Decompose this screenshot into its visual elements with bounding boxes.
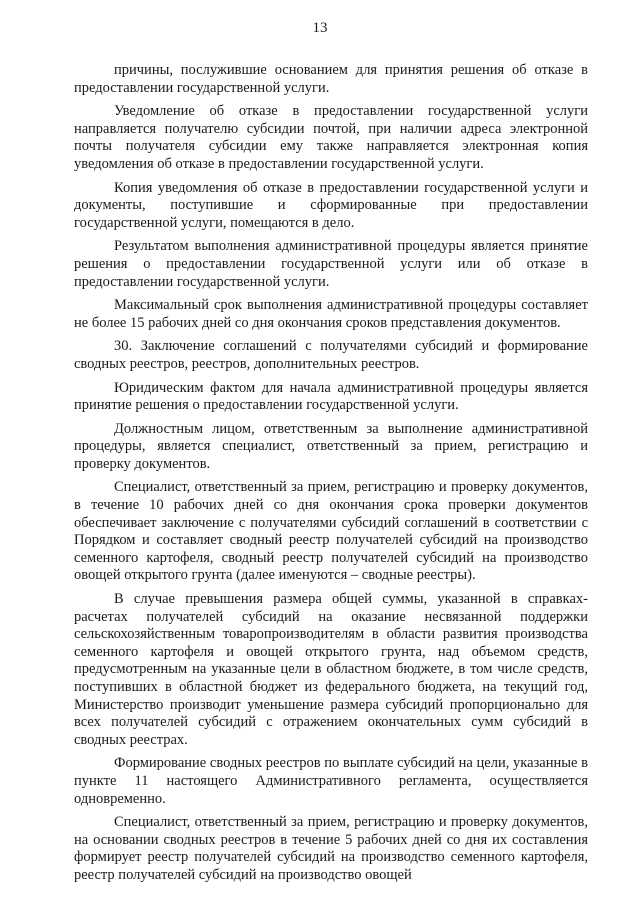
paragraph-specialist-agreements: Специалист, ответственный за прием, регистрацию и проверку документов, в течение 10 рабочих дней со дня окончания срока проверки документов обеспечивает заключение с получателями субсидий соглашений в соответствии с Порядком и составляет сводный реестр получателей субсидий на производство семенного картофеля, сводный реестр получателей субсидий на производство овощей открытого грунта (далее именуются – сводные реестры). (74, 479, 588, 584)
paragraph-section-30: 30. Заключение соглашений с получателями субсидий и формирование сводных реестров, реестров, дополнительных реестров. (74, 338, 588, 372)
paragraph-procedure-result: Результатом выполнения административной процедуры является принятие решения о предоставлении государственной услуги или об отказе в предоставлении государственной услуги. (74, 238, 588, 290)
paragraph-max-duration: Максимальный срок выполнения административной процедуры составляет не более 15 рабочих дней со дня окончания сроков представления документов. (74, 297, 588, 331)
paragraph-registry-formation: Формирование сводных реестров по выплате субсидий на цели, указанные в пункте 11 настоящего Административного регламента, осуществляется одновременно. (74, 755, 588, 807)
paragraph-budget-excess: В случае превышения размера общей суммы, указанной в справках-расчетах получателей субсидий на оказание несвязанной поддержки сельскохозяйственным товаропроизводителям в области развития производства семенного картофеля и овощей открытого грунта, над объемом средств, предусмотренным на указанные цели в областном бюджете, в том числе средств, поступивших в областной бюджет из федерального бюджета, на текущий год, Министерство производит уменьшение размера субсидий пропорционально для всех получателей субсидий с отражением окончательных сумм субсидий в сводных реестрах. (74, 591, 588, 748)
page-number: 13 (312, 20, 328, 36)
paragraph-refusal-notification: Уведомление об отказе в предоставлении государственной услуги направляется получателю субсидии почтой, при наличии адреса электронной почты получателя субсидии ему также направляется электронная копия уведомления об отказе в предоставлении государственной услуги. (74, 103, 588, 172)
paragraph-specialist-registries: Специалист, ответственный за прием, регистрацию и проверку документов, на основании сводных реестров в течение 5 рабочих дней со дня их составления формирует реестр получателей субсидий на производство семенного картофеля, реестр получателей субсидий на производство овощей (74, 814, 588, 883)
paragraph-legal-fact: Юридическим фактом для начала административной процедуры является принятие решения о предоставлении государственной услуги. (74, 379, 588, 414)
paragraph-notification-copy: Копия уведомления об отказе в предоставлении государственной услуги и документы, поступившие и сформированные при предоставлении государственной услуги, помещаются в дело. (74, 179, 588, 231)
paragraph-refusal-reasons: причины, послужившие основанием для принятия решения об отказе в предоставлении государственной услуги. (74, 62, 588, 96)
paragraph-responsible-official: Должностным лицом, ответственным за выполнение административной процедуры, является специалист, ответственный за прием, регистрацию и проверку документов. (74, 420, 588, 472)
document-body (74, 62, 588, 891)
